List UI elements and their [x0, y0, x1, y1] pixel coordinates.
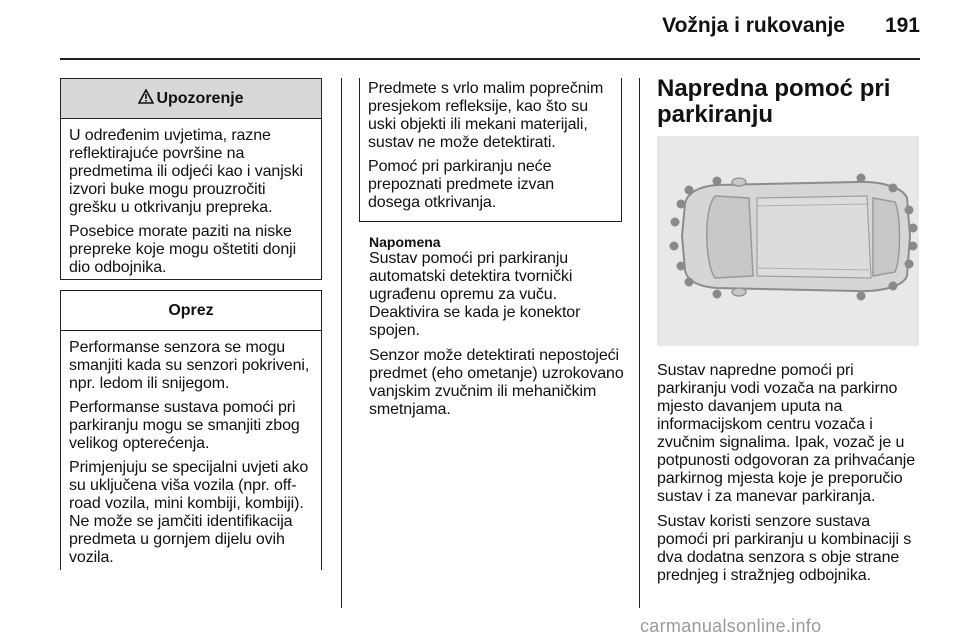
warning-box-header	[61, 79, 321, 119]
watermark: carmanualsonline.info	[640, 616, 822, 636]
caution-box-body	[61, 331, 321, 567]
caution-paragraph-2: Performanse sustava pomoći pri parkiranju mogu se smanjiti zbog velikog opterećenja.	[69, 399, 300, 452]
caution-box	[60, 290, 322, 570]
continued-box-body	[360, 78, 621, 212]
section-heading: Vožnja i rukovanje	[662, 14, 845, 37]
car-top-view-sensors-illustration	[657, 136, 919, 346]
note-title: Napomena	[369, 234, 441, 250]
page-number: 191	[884, 14, 920, 37]
page-header	[60, 14, 920, 50]
caution-paragraph-3: Primjenjuju se specijalni uvjeti ako su uključena viša vozila (npr. off- road vozila, mini kombiji, kombiji). Ne može se jamčiti identifikacija predmeta u gornjem dijelu ovih vozila.	[69, 459, 309, 566]
warning-box	[60, 78, 322, 280]
warning-triangle-icon	[138, 89, 154, 109]
section-title: Napredna pomoć pri parkiranju	[657, 75, 891, 128]
column-divider-1	[341, 78, 342, 608]
section-paragraph-1: Sustav napredne pomoći pri parkiranju vodi vozača na parkirno mjesto davanjem uputa na informacijskom centru vozača i zvučnim signalima. Ipak, vozač je u potpunosti odgovoran za prihvaćanje parkirnog mjesta koje je preporučio sustav i za manevar parkiranja.	[657, 362, 916, 505]
caution-box-header	[61, 291, 321, 331]
column-divider-2	[639, 78, 640, 608]
section-body	[657, 362, 927, 592]
warning-paragraph-1: U određenim uvjetima, razne reflektirajuće površine na predmetima ili odjeći kao i vanjski izvori buke mogu prouzročiti grešku u otkrivanju prepreka.	[69, 127, 303, 216]
note-paragraph-1: Sustav pomoći pri parkiranju automatski detektira tvornički ugrađenu opremu za vuču. Deaktivira se kada je konektor spojen.	[369, 250, 581, 339]
note-paragraph-2: Senzor može detektirati nepostojeći predmet (eho ometanje) uzrokovano vanjskim zvučnim ili mehaničkim smetnjama.	[369, 347, 624, 418]
warning-paragraph-2: Posebice morate paziti na niske prepreke koje mogu oštetiti donji dio odbojnika.	[69, 223, 297, 276]
continued-paragraph-1: Predmete s vrlo malim poprečnim presjekom refleksije, kao što su uski objekti ili mekani materijali, sustav ne može detektirati.	[368, 80, 604, 151]
warning-title: Upozorenje	[156, 89, 244, 107]
warning-box-body	[61, 119, 321, 277]
header-rule	[60, 58, 920, 60]
note-block	[369, 234, 635, 426]
section-paragraph-2: Sustav koristi senzore sustava pomoći pri parkiranju u kombinaciji s dva dodatna senzora s obje strane prednjeg i stražnjeg odbojnika.	[657, 513, 912, 584]
continued-paragraph-2: Pomoć pri parkiranju neće prepoznati predmete izvan dosega otkrivanja.	[368, 158, 555, 211]
car-illustration-svg	[657, 136, 919, 346]
caution-paragraph-1: Performanse senzora se mogu smanjiti kada su senzori pokriveni, npr. ledom ili snijegom.	[69, 339, 310, 392]
continued-box	[359, 78, 622, 222]
caution-title: Oprez	[168, 301, 214, 319]
